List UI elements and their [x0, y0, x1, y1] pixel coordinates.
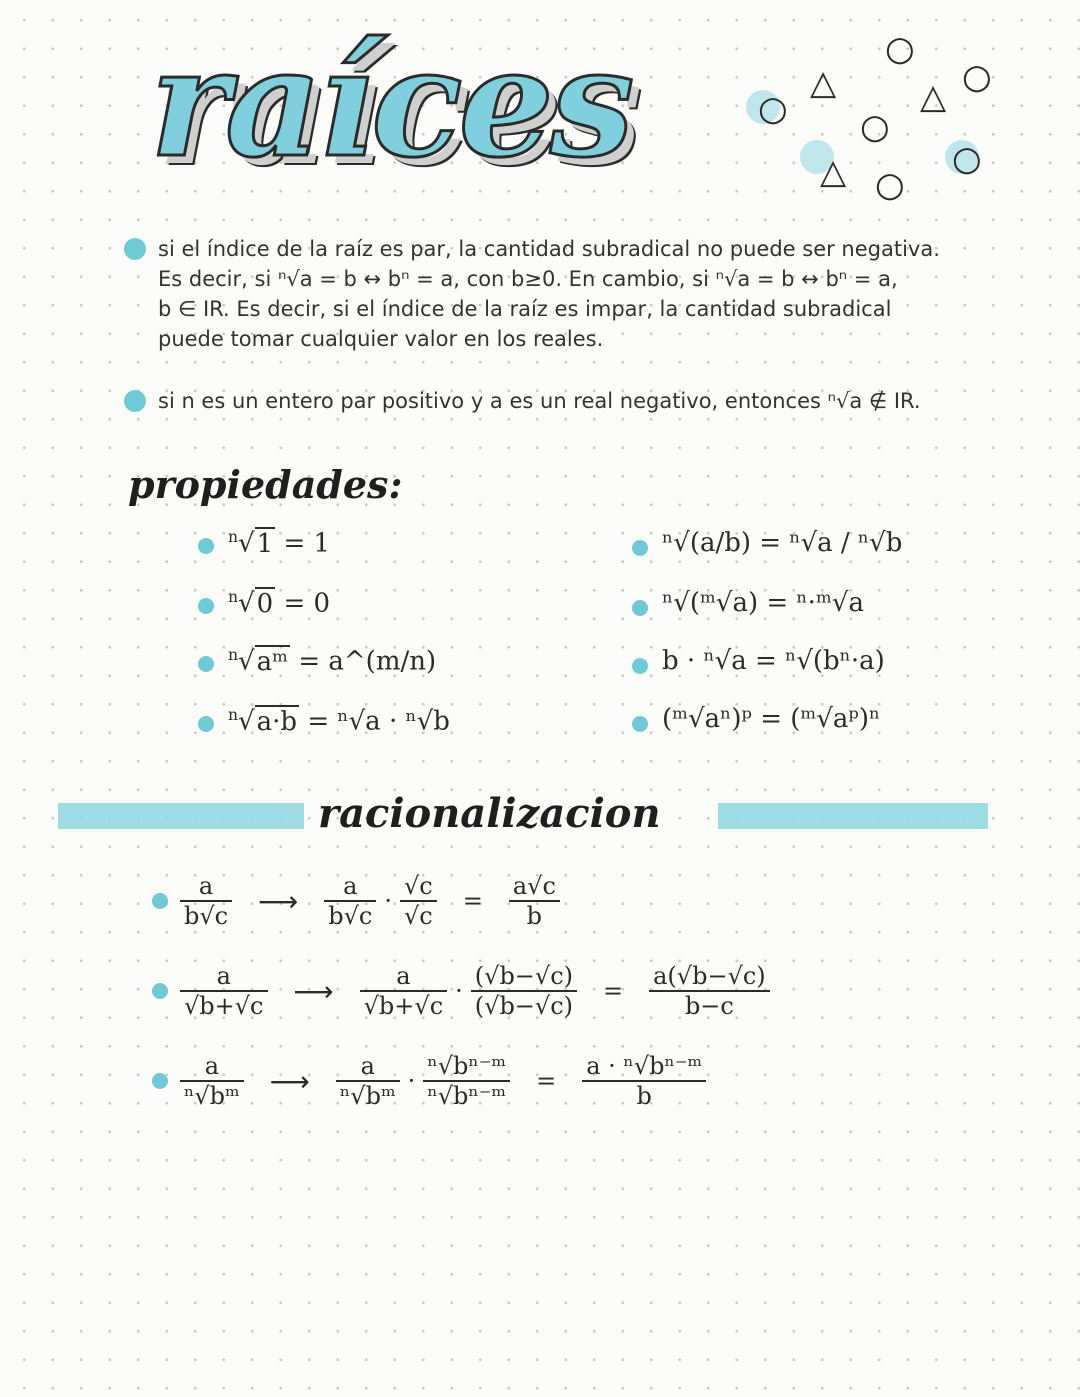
bullet-icon	[632, 716, 648, 732]
property-quotient: ⁿ√(a/b) = ⁿ√a / ⁿ√b	[662, 528, 903, 558]
fraction-result: $\frac{\text{a · ⁿ√bⁿ⁻ᵐ}}{b}$	[582, 1052, 706, 1110]
circle-icon: ○	[758, 89, 788, 129]
page-title: raíces	[150, 15, 631, 191]
fraction-result: $\frac{a(√b-√c)}{b-c}$	[649, 962, 770, 1020]
property-fractional-exponent: $^n$√aᵐ = a^(m/n)	[228, 646, 437, 677]
bullet-icon	[152, 983, 168, 999]
fraction: $\frac{\text{ⁿ√bⁿ⁻ᵐ}}{\text{ⁿ√bⁿ⁻ᵐ}}$	[423, 1052, 510, 1110]
paragraph-line: b ∈ IR. Es decir, si el índice de la raíz es impar, la cantidad subradical	[158, 297, 892, 321]
paragraph-line: puede tomar cualquier valor en los reales.	[158, 327, 604, 351]
triangle-icon: △	[920, 77, 947, 117]
propiedades-heading: propiedades:	[128, 462, 403, 507]
property-root-of-one: $^n$√1 = 1	[228, 528, 331, 559]
fraction: $\frac{a}{√b+√c}$	[180, 962, 268, 1020]
bullet-icon	[152, 893, 168, 909]
rationalization-row-conjugate: $\frac{a}{√b+√c}$ ⟶ $\frac{a}{√b+√c}$ · $\frac{(√b-√c)}{(√b-√c)}$ = $\frac{a(√b-√c)}{b-c}$	[180, 962, 770, 1020]
circle-icon: ○	[875, 165, 905, 205]
bullet-icon	[198, 598, 214, 614]
highlight-bar-right	[718, 803, 988, 829]
bullet-icon	[124, 390, 146, 412]
paragraph-line: si el índice de la raíz es par, la cantidad subradical no puede ser negativa.	[158, 237, 940, 261]
paragraph-line: si n es un entero par positivo y a es un real negativo, entonces ⁿ√a ∉ IR.	[158, 389, 921, 413]
circle-icon: ○	[962, 57, 992, 97]
bullet-icon	[632, 658, 648, 674]
bullet-icon	[198, 716, 214, 732]
bullet-icon	[152, 1073, 168, 1089]
circle-icon: ○	[885, 29, 915, 69]
arrow-right-icon: ⟶	[258, 884, 299, 918]
fraction: $\frac{a}{\text{ⁿ√bᵐ}}$	[180, 1052, 244, 1110]
paragraph-even-index	[158, 234, 1018, 354]
bullet-icon	[124, 238, 146, 260]
triangle-icon: △	[810, 63, 837, 103]
fraction: $\frac{√c}{√c}$	[400, 872, 437, 930]
decorative-shapes	[740, 30, 1040, 210]
property-nested-root: ⁿ√(ᵐ√a) = ⁿ·ᵐ√a	[662, 588, 864, 618]
property-factor-in: b · ⁿ√a = ⁿ√(bⁿ·a)	[662, 646, 885, 676]
fraction: $\frac{a}{b√c}$	[180, 872, 232, 930]
fraction: $\frac{(√b-√c)}{(√b-√c)}$	[471, 962, 577, 1020]
property-power-swap: (ᵐ√aⁿ)ᵖ = (ᵐ√aᵖ)ⁿ	[662, 704, 881, 734]
paragraph-line: Es decir, si ⁿ√a = b ↔ bⁿ = a, con b≥0. En cambio, si ⁿ√a = b ↔ bⁿ = a,	[158, 267, 898, 291]
bullet-icon	[632, 600, 648, 616]
arrow-right-icon: ⟶	[269, 1064, 310, 1098]
rationalization-row-sqrt: $\frac{a}{b√c}$ ⟶ $\frac{a}{b√c}$ · $\frac{√c}{√c}$ = $\frac{a√c}{b}$	[180, 872, 560, 930]
bullet-icon	[198, 656, 214, 672]
circle-icon: ○	[952, 139, 982, 179]
fraction: $\frac{a}{\text{ⁿ√bᵐ}}$	[336, 1052, 400, 1110]
bullet-icon	[198, 538, 214, 554]
fraction: $\frac{a}{b√c}$	[324, 872, 376, 930]
fraction-result: $\frac{a√c}{b}$	[509, 872, 560, 930]
property-product: $^n$√a·b = ⁿ√a · ⁿ√b	[228, 706, 450, 737]
racionalizacion-heading: racionalizacion	[318, 790, 661, 837]
property-root-of-zero: $^n$√0 = 0	[228, 588, 331, 619]
circle-icon: ○	[860, 107, 890, 147]
rationalization-row-nth-root: $\frac{a}{\text{ⁿ√bᵐ}}$ ⟶ $\frac{a}{\text{ⁿ√bᵐ}}$ · $\frac{\text{ⁿ√bⁿ⁻ᵐ}}{\text{ⁿ√bⁿ⁻ᵐ}}$ = $\frac{\text{a · ⁿ√bⁿ⁻ᵐ}}{b}$	[180, 1052, 706, 1110]
bullet-icon	[632, 540, 648, 556]
paragraph-negative-real	[158, 386, 1018, 416]
highlight-bar-left	[58, 803, 304, 829]
triangle-icon: △	[820, 152, 847, 192]
fraction: $\frac{a}{√b+√c}$	[360, 962, 448, 1020]
arrow-right-icon: ⟶	[293, 974, 334, 1008]
